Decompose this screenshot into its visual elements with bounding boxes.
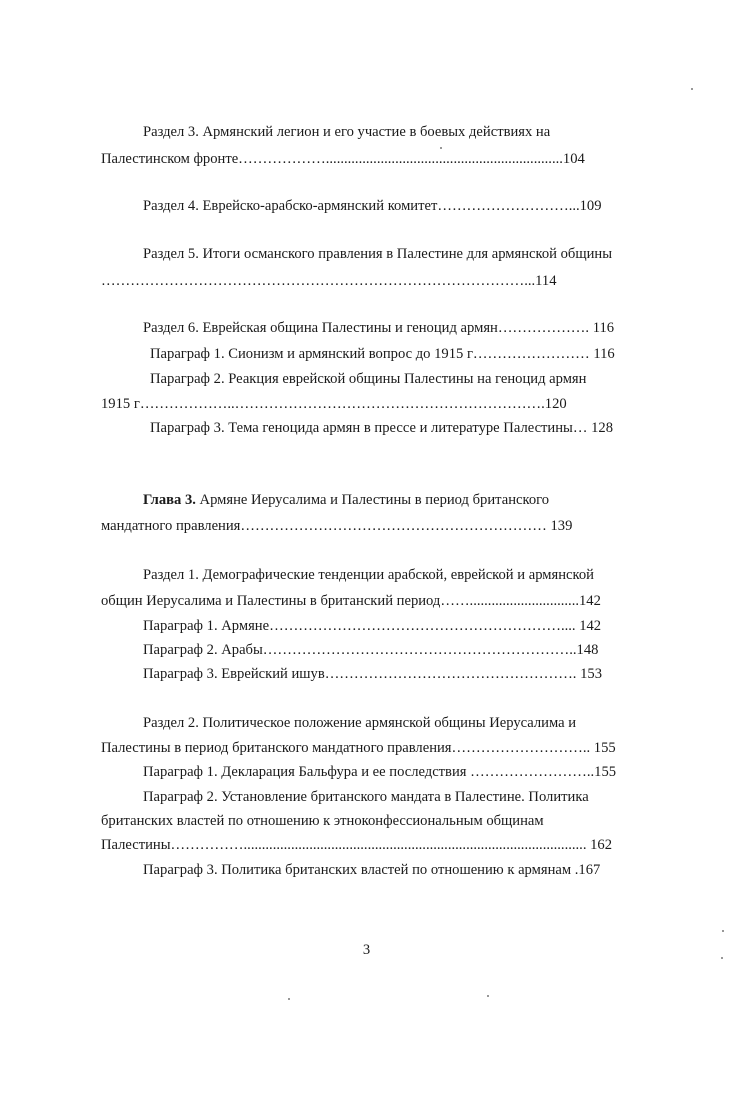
scan-speck: [691, 88, 693, 90]
scan-speck: [721, 957, 723, 959]
toc-entry-ch3-s2-paragraph-2-line3: Палестины…………….............................................................................................. 162: [101, 837, 613, 853]
page-number: 3: [362, 942, 371, 958]
scan-speck: [440, 147, 442, 149]
toc-entry-section-5-line1: Раздел 5. Итоги османского правления в Палестине для армянской общины: [143, 246, 613, 262]
scan-speck: [288, 998, 290, 1000]
toc-entry-section-6: Раздел 6. Еврейская община Палестины и геноцид армян………………. 116: [143, 320, 615, 336]
toc-entry-ch3-paragraph-2: Параграф 2. Арабы………………………………………………………..148: [143, 642, 599, 658]
toc-entry-section-4: Раздел 4. Еврейско-арабско-армянский комитет………………………...109: [143, 198, 602, 214]
toc-entry-ch3-paragraph-1: Параграф 1. Армяне…………………………………………………….... 142: [143, 618, 602, 634]
scan-speck: [722, 930, 724, 932]
toc-entry-chapter-3-line2: мандатного правления……………………………………………………… 139: [101, 518, 573, 534]
toc-entry-section-5-line2: ……………………………………………………………………………...114: [101, 273, 557, 289]
toc-entry-ch3-s2-paragraph-1: Параграф 1. Декларация Бальфура и ее последствия ……………………..155: [143, 764, 617, 780]
toc-entry-section-3-line2: Палестинском фронте……………….................................................................104: [101, 151, 585, 167]
toc-entry-section-3-line1: Раздел 3. Армянский легион и его участие в боевых действиях на: [143, 124, 551, 140]
toc-entry-paragraph-2-line2: 1915 г………………..……………………………………………………….120: [101, 396, 567, 412]
toc-entry-paragraph-1: Параграф 1. Сионизм и армянский вопрос до 1915 г…………………… 116: [150, 346, 615, 362]
toc-entry-ch3-section-2-line1: Раздел 2. Политическое положение армянской общины Иерусалима и: [143, 715, 577, 731]
toc-entry-ch3-section-2-line2: Палестины в период британского мандатного правления……………………….. 155: [101, 740, 616, 756]
toc-entry-ch3-section-1-line1: Раздел 1. Демографические тенденции арабской, еврейской и армянской: [143, 567, 594, 583]
toc-entry-ch3-s2-paragraph-2-line1: Параграф 2. Установление британского мандата в Палестине. Политика: [143, 789, 589, 805]
scan-speck: [487, 995, 489, 997]
toc-entry-paragraph-2-line1: Параграф 2. Реакция еврейской общины Палестины на геноцид армян: [150, 371, 587, 387]
toc-entry-ch3-s2-paragraph-2-line2: британских властей по отношению к этноконфессиональным общинам: [101, 813, 544, 829]
toc-entry-chapter-3-line1: [143, 491, 549, 509]
toc-entry-ch3-s2-paragraph-3: Параграф 3. Политика британских властей по отношению к армянам .167: [143, 862, 601, 878]
chapter-title: Армяне Иерусалима и Палестины в период британского: [195, 492, 550, 508]
chapter-label: Глава 3.: [143, 492, 196, 508]
toc-entry-paragraph-3: Параграф 3. Тема геноцида армян в прессе и литературе Палестины… 128: [150, 420, 613, 436]
toc-entry-ch3-section-1-line2: общин Иерусалима и Палестины в британский период……..............................142: [101, 593, 601, 609]
toc-entry-ch3-paragraph-3: Параграф 3. Еврейский ишув……………………………………………. 153: [143, 666, 602, 682]
